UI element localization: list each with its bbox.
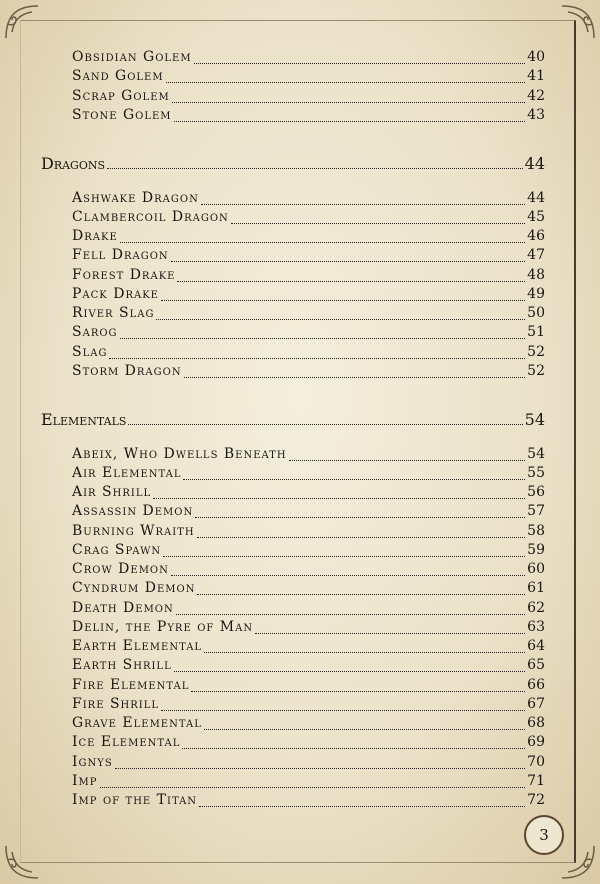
- toc-entry[interactable]: [72, 734, 545, 753]
- leader-dots: [201, 203, 525, 205]
- leader-dots: [204, 651, 525, 653]
- toc-entry[interactable]: [72, 580, 545, 599]
- toc-entry-label: Imp: [72, 773, 98, 789]
- toc-entry-label: Earth Elemental: [72, 638, 203, 654]
- leader-dots: [176, 613, 525, 615]
- toc-page-number: 72: [527, 792, 545, 808]
- toc-page-number: 64: [527, 638, 545, 654]
- toc-page-number: 45: [527, 209, 545, 225]
- toc-page-number: 44: [524, 154, 545, 173]
- toc-page-number: 69: [527, 734, 545, 750]
- toc-page-number: 54: [527, 446, 545, 462]
- toc-page-number: 54: [524, 410, 545, 429]
- leader-dots: [128, 423, 522, 425]
- toc-section-label: Elementals: [41, 410, 127, 429]
- toc-section-label: Dragons: [41, 154, 106, 173]
- leader-dots: [197, 536, 526, 538]
- toc-entry[interactable]: [72, 228, 545, 247]
- toc-entry[interactable]: [72, 754, 545, 773]
- toc-page-number: 44: [527, 190, 545, 206]
- toc-page-number: 63: [527, 619, 545, 635]
- toc-entry-label: Crag Spawn: [72, 542, 162, 558]
- toc-entry[interactable]: [72, 267, 545, 286]
- toc-entry[interactable]: [72, 363, 545, 382]
- page-number: 3: [539, 826, 549, 844]
- leader-dots: [109, 357, 525, 359]
- toc-entry[interactable]: [72, 49, 545, 68]
- leader-dots: [197, 593, 525, 595]
- toc-page-number: 67: [527, 696, 545, 712]
- toc-page-number: 52: [527, 344, 545, 360]
- corner-flourish-bottom-left: [2, 842, 42, 882]
- toc-page-number: 41: [527, 68, 545, 84]
- toc-entry-label: Storm Dragon: [72, 363, 182, 379]
- leader-dots: [231, 222, 525, 224]
- toc-entry-label: Ashwake Dragon: [72, 190, 199, 206]
- toc-entry-label: Pack Drake: [72, 286, 159, 302]
- toc-entry[interactable]: [72, 190, 545, 209]
- toc-entry-label: Clambercoil Dragon: [72, 209, 229, 225]
- toc-entry[interactable]: [72, 657, 545, 676]
- toc-entry-label: Stone Golem: [72, 107, 172, 123]
- toc-page-number: 46: [527, 228, 545, 244]
- toc-page-number: 59: [527, 542, 545, 558]
- leader-dots: [204, 728, 525, 730]
- toc-entry[interactable]: [72, 465, 545, 484]
- leader-dots: [195, 516, 525, 518]
- toc-entry[interactable]: [72, 286, 545, 305]
- page-number-badge: [524, 815, 564, 855]
- leader-dots: [183, 478, 525, 480]
- corner-flourish-bottom-right: [558, 842, 598, 882]
- leader-dots: [115, 767, 525, 769]
- toc-entry[interactable]: [72, 446, 545, 465]
- leader-dots: [184, 376, 526, 378]
- leader-dots: [177, 280, 525, 282]
- toc-entry-label: Grave Elemental: [72, 715, 202, 731]
- toc-page-number: 68: [527, 715, 545, 731]
- leader-dots: [194, 62, 526, 64]
- toc-entry[interactable]: [72, 247, 545, 266]
- toc-entry[interactable]: [72, 773, 545, 792]
- toc-entry[interactable]: [72, 324, 545, 343]
- corner-flourish-top-left: [2, 2, 42, 42]
- toc-entry-label: Fire Shrill: [72, 696, 160, 712]
- leader-dots: [174, 120, 526, 122]
- toc-page-number: 57: [527, 503, 545, 519]
- leader-dots: [163, 555, 525, 557]
- toc-page-number: 50: [527, 305, 545, 321]
- toc-page-number: 62: [527, 600, 545, 616]
- toc-entry[interactable]: [72, 68, 545, 87]
- toc-entry[interactable]: [72, 88, 545, 107]
- toc-entry[interactable]: [72, 638, 545, 657]
- toc-section-dragons[interactable]: [41, 154, 545, 173]
- leader-dots: [172, 101, 525, 103]
- leader-dots: [161, 299, 525, 301]
- leader-dots: [171, 574, 525, 576]
- leader-dots: [182, 747, 525, 749]
- toc-entry-label: Slag: [72, 344, 108, 360]
- toc-entry-label: Assassin Demon: [72, 503, 194, 519]
- toc-page-number: 52: [527, 363, 545, 379]
- toc-page-number: 70: [527, 754, 545, 770]
- leader-dots: [120, 337, 526, 339]
- toc-entry[interactable]: [72, 503, 545, 522]
- toc-entry[interactable]: [72, 305, 545, 324]
- toc-entry-label: Earth Shrill: [72, 657, 172, 673]
- leader-dots: [107, 167, 523, 169]
- toc-entry[interactable]: [72, 523, 545, 542]
- toc-entry-label: Fell Dragon: [72, 247, 169, 263]
- toc-page-number: 51: [527, 324, 545, 340]
- toc-entry-label: Crow Demon: [72, 561, 169, 577]
- leader-dots: [100, 786, 526, 788]
- leader-dots: [191, 690, 525, 692]
- toc-entry[interactable]: [72, 715, 545, 734]
- toc-entry-label: Ice Elemental: [72, 734, 181, 750]
- toc-entry-label: Drake: [72, 228, 118, 244]
- toc-entry[interactable]: [72, 792, 545, 811]
- toc-entry[interactable]: [72, 677, 545, 696]
- toc-entry-label: Fire Elemental: [72, 677, 190, 693]
- toc-entry-label: Scrap Golem: [72, 88, 170, 104]
- toc-entry-label: Forest Drake: [72, 267, 176, 283]
- toc-entry[interactable]: [72, 619, 545, 638]
- toc-entry[interactable]: [72, 600, 545, 619]
- toc-page-number: 61: [527, 580, 545, 596]
- toc-entry-label: Death Demon: [72, 600, 174, 616]
- toc-page-number: 66: [527, 677, 545, 693]
- toc-entry-label: Abeix, Who Dwells Beneath: [72, 446, 287, 462]
- toc-entry-label: Obsidian Golem: [72, 49, 192, 65]
- leader-dots: [153, 497, 525, 499]
- toc-entry[interactable]: [72, 696, 545, 715]
- leader-dots: [255, 632, 525, 634]
- toc-page-number: 56: [527, 484, 545, 500]
- toc-entry[interactable]: [72, 561, 545, 580]
- toc-entry-label: Sarog: [72, 324, 118, 340]
- toc-page-number: 58: [527, 523, 545, 539]
- toc-page-number: 40: [527, 49, 545, 65]
- leader-dots: [174, 670, 525, 672]
- toc-page-number: 55: [527, 465, 545, 481]
- toc-page-number: 49: [527, 286, 545, 302]
- toc-entry-label: Imp of the Titan: [72, 792, 198, 808]
- toc-entry[interactable]: [72, 107, 545, 126]
- toc-entry-label: Air Shrill: [72, 484, 152, 500]
- toc-section-elementals[interactable]: [41, 410, 545, 429]
- leader-dots: [161, 709, 525, 711]
- toc-page-number: 60: [527, 561, 545, 577]
- leader-dots: [199, 805, 525, 807]
- toc-entry-label: Delin, the Pyre of Man: [72, 619, 254, 635]
- toc-page-number: 71: [527, 773, 545, 789]
- toc-page-number: 43: [527, 107, 545, 123]
- toc-entry-label: Cyndrum Demon: [72, 580, 196, 596]
- toc-page-number: 65: [527, 657, 545, 673]
- leader-dots: [156, 318, 525, 320]
- toc-entry-label: Ignys: [72, 754, 113, 770]
- toc-page-number: 48: [527, 267, 545, 283]
- toc-page-number: 47: [527, 247, 545, 263]
- toc-entry[interactable]: [72, 484, 545, 503]
- toc-entry-label: Air Elemental: [72, 465, 182, 481]
- leader-dots: [120, 241, 525, 243]
- leader-dots: [166, 81, 526, 83]
- corner-flourish-top-right: [558, 2, 598, 42]
- toc-entry[interactable]: [72, 209, 545, 228]
- toc-entry[interactable]: [72, 344, 545, 363]
- toc-entry[interactable]: [72, 542, 545, 561]
- leader-dots: [289, 459, 526, 461]
- leader-dots: [171, 260, 526, 262]
- toc-page-number: 42: [527, 88, 545, 104]
- toc-entry-label: Burning Wraith: [72, 523, 195, 539]
- toc-entry-label: Sand Golem: [72, 68, 164, 84]
- toc-entry-label: River Slag: [72, 305, 155, 321]
